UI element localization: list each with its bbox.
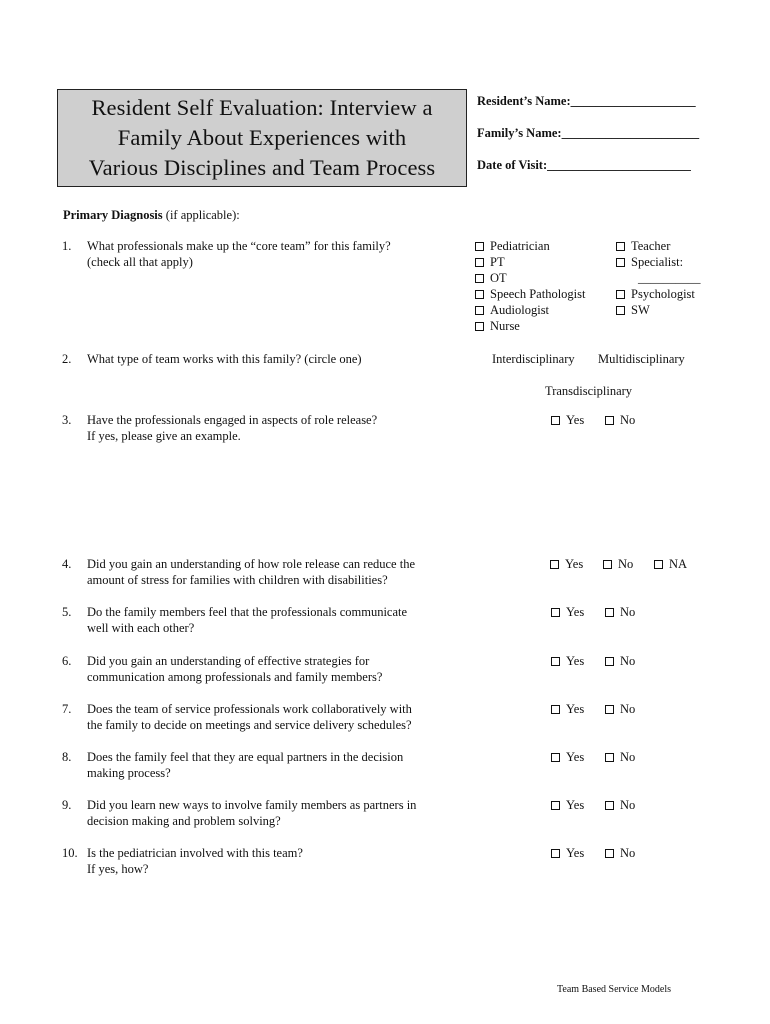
question-text: Have the professionals engaged in aspects of role release? bbox=[87, 413, 378, 427]
question-2 bbox=[62, 351, 472, 369]
checkbox-icon[interactable] bbox=[605, 608, 614, 617]
question-text: Does the team of service professionals work collaboratively with bbox=[87, 702, 412, 716]
q7-no[interactable]: No bbox=[605, 701, 635, 717]
title-line-1: Resident Self Evaluation: Interview a bbox=[91, 95, 433, 120]
checkbox-icon[interactable] bbox=[551, 801, 560, 810]
question-10 bbox=[62, 845, 472, 879]
footer-text: Team Based Service Models bbox=[557, 984, 671, 995]
q9-yes[interactable]: Yes bbox=[551, 797, 584, 813]
question-number: 9. bbox=[62, 798, 72, 812]
option-speech-pathologist[interactable]: Speech Pathologist bbox=[475, 286, 585, 302]
checkbox-icon[interactable] bbox=[551, 705, 560, 714]
core-team-options-right bbox=[616, 238, 701, 318]
resident-name-field[interactable]: Resident’s Name:____________________ bbox=[477, 94, 696, 108]
question-text: What professionals make up the “core team” for this family? bbox=[87, 239, 391, 253]
q4-no[interactable]: No bbox=[603, 556, 633, 572]
checkbox-icon[interactable] bbox=[616, 306, 625, 315]
family-name-field[interactable]: Family’s Name:______________________ bbox=[477, 126, 700, 140]
q6-yes[interactable]: Yes bbox=[551, 653, 584, 669]
question-text: Do the family members feel that the professionals communicate bbox=[87, 605, 408, 619]
q3-no[interactable]: No bbox=[605, 412, 635, 428]
checkbox-icon[interactable] bbox=[605, 705, 614, 714]
checkbox-icon[interactable] bbox=[551, 657, 560, 666]
question-text: Did you learn new ways to involve family members as partners in bbox=[87, 798, 417, 812]
checkbox-icon[interactable] bbox=[605, 849, 614, 858]
question-number: 2. bbox=[62, 352, 72, 366]
question-1 bbox=[62, 238, 472, 272]
team-type-transdisciplinary[interactable]: Transdisciplinary bbox=[545, 384, 633, 398]
q8-no[interactable]: No bbox=[605, 749, 635, 765]
question-text: well with each other? bbox=[87, 621, 195, 635]
checkbox-icon[interactable] bbox=[605, 416, 614, 425]
q4-na[interactable]: NA bbox=[654, 556, 687, 572]
question-text: the family to decide on meetings and service delivery schedules? bbox=[87, 718, 412, 732]
question-text: If yes, how? bbox=[87, 862, 149, 876]
checkbox-icon[interactable] bbox=[605, 657, 614, 666]
checkbox-icon[interactable] bbox=[475, 290, 484, 299]
question-text: Does the family feel that they are equal partners in the decision bbox=[87, 750, 404, 764]
option-ot[interactable]: OT bbox=[475, 270, 585, 286]
q10-yes[interactable]: Yes bbox=[551, 845, 584, 861]
question-5 bbox=[62, 604, 472, 638]
checkbox-icon[interactable] bbox=[475, 306, 484, 315]
q5-yes[interactable]: Yes bbox=[551, 604, 584, 620]
q10-no[interactable]: No bbox=[605, 845, 635, 861]
option-pt[interactable]: PT bbox=[475, 254, 585, 270]
form-title bbox=[57, 89, 467, 187]
date-of-visit-field[interactable]: Date of Visit:_______________________ bbox=[477, 158, 691, 172]
q8-yes[interactable]: Yes bbox=[551, 749, 584, 765]
q9-no[interactable]: No bbox=[605, 797, 635, 813]
primary-diagnosis-label: Primary Diagnosis bbox=[63, 208, 163, 222]
question-text: communication among professionals and family members? bbox=[87, 670, 383, 684]
question-text: (check all that apply) bbox=[87, 255, 193, 269]
question-number: 8. bbox=[62, 750, 72, 764]
core-team-options-left bbox=[475, 238, 585, 334]
question-number: 4. bbox=[62, 557, 72, 571]
checkbox-icon[interactable] bbox=[616, 258, 625, 267]
q3-yes[interactable]: Yes bbox=[551, 412, 584, 428]
question-9 bbox=[62, 797, 472, 831]
question-text: decision making and problem solving? bbox=[87, 814, 281, 828]
question-text: amount of stress for families with children with disabilities? bbox=[87, 573, 388, 587]
checkbox-icon[interactable] bbox=[654, 560, 663, 569]
option-pediatrician[interactable]: Pediatrician bbox=[475, 238, 585, 254]
question-number: 6. bbox=[62, 654, 72, 668]
q5-no[interactable]: No bbox=[605, 604, 635, 620]
question-3 bbox=[62, 412, 472, 446]
checkbox-icon[interactable] bbox=[551, 753, 560, 762]
primary-diagnosis[interactable] bbox=[63, 207, 240, 223]
question-number: 1. bbox=[62, 239, 72, 253]
q6-no[interactable]: No bbox=[605, 653, 635, 669]
question-6 bbox=[62, 653, 472, 687]
checkbox-icon[interactable] bbox=[551, 608, 560, 617]
checkbox-icon[interactable] bbox=[605, 753, 614, 762]
question-text: Is the pediatrician involved with this team? bbox=[87, 846, 303, 860]
checkbox-icon[interactable] bbox=[475, 322, 484, 331]
question-number: 5. bbox=[62, 605, 72, 619]
option-psychologist[interactable]: Psychologist bbox=[616, 286, 701, 302]
question-number: 7. bbox=[62, 702, 72, 716]
team-type-multidisciplinary[interactable]: Multidisciplinary bbox=[598, 352, 685, 366]
option-teacher[interactable]: Teacher bbox=[616, 238, 701, 254]
question-7 bbox=[62, 701, 472, 735]
option-sw[interactable]: SW bbox=[616, 302, 701, 318]
question-number: 3. bbox=[62, 413, 72, 427]
option-specialist[interactable]: Specialist: bbox=[616, 254, 701, 270]
checkbox-icon[interactable] bbox=[551, 416, 560, 425]
q4-yes[interactable]: Yes bbox=[550, 556, 583, 572]
question-text: Did you gain an understanding of effective strategies for bbox=[87, 654, 370, 668]
checkbox-icon[interactable] bbox=[605, 801, 614, 810]
checkbox-icon[interactable] bbox=[475, 258, 484, 267]
checkbox-icon[interactable] bbox=[475, 242, 484, 251]
question-8 bbox=[62, 749, 472, 783]
specialist-blank[interactable]: __________ bbox=[638, 271, 701, 285]
question-text: Did you gain an understanding of how role release can reduce the bbox=[87, 557, 416, 571]
checkbox-icon[interactable] bbox=[550, 560, 559, 569]
option-audiologist[interactable]: Audiologist bbox=[475, 302, 585, 318]
checkbox-icon[interactable] bbox=[475, 274, 484, 283]
title-line-2: Family About Experiences with bbox=[117, 125, 407, 150]
checkbox-icon[interactable] bbox=[603, 560, 612, 569]
question-text: What type of team works with this family? (circle one) bbox=[87, 352, 362, 366]
team-type-interdisciplinary[interactable]: Interdisciplinary bbox=[492, 352, 575, 366]
q7-yes[interactable]: Yes bbox=[551, 701, 584, 717]
checkbox-icon[interactable] bbox=[616, 290, 625, 299]
checkbox-icon[interactable] bbox=[616, 242, 625, 251]
question-number: 10. bbox=[62, 846, 78, 860]
title-line-3: Various Disciplines and Team Process bbox=[88, 155, 436, 180]
question-text: making process? bbox=[87, 766, 171, 780]
primary-diagnosis-suffix: (if applicable): bbox=[165, 208, 240, 222]
question-text: If yes, please give an example. bbox=[87, 429, 241, 443]
option-nurse[interactable]: Nurse bbox=[475, 318, 585, 334]
question-4 bbox=[62, 556, 472, 590]
checkbox-icon[interactable] bbox=[551, 849, 560, 858]
